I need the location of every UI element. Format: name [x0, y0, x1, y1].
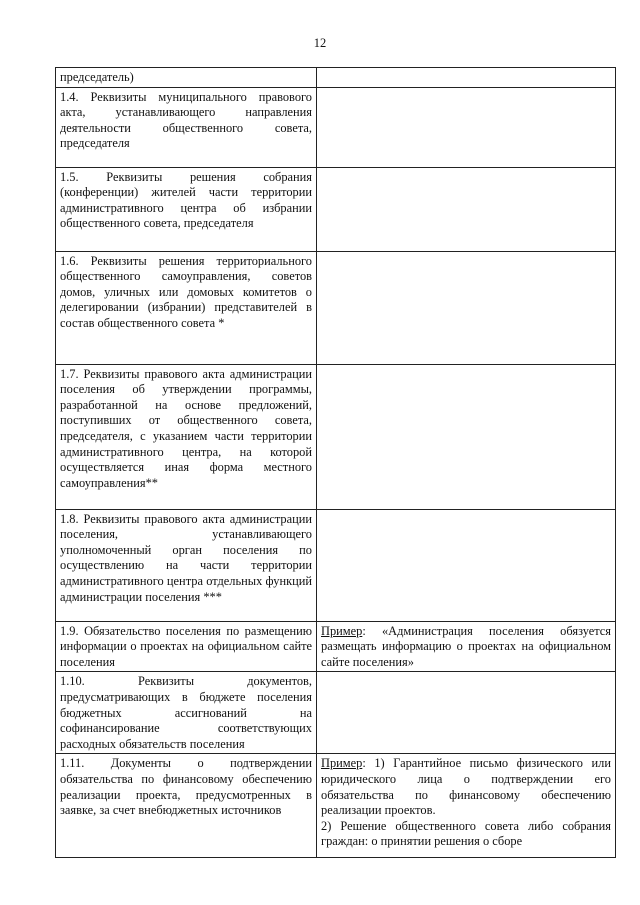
table-row	[56, 621, 616, 672]
table-row	[56, 672, 616, 754]
example-label: Пример	[321, 623, 363, 638]
row-caption: 1.7. Реквизиты правового акта администрации поселения об утверждении программы, разработанной на основе предложений, поступивших от общественного совета, председателя, с указанием части территории административного центра, на которой осуществляется иная форма местного самоуправления**	[56, 364, 317, 509]
row-value	[317, 68, 616, 88]
example-label: Пример	[321, 756, 363, 771]
row-caption: 1.6. Реквизиты решения территориального общественного самоуправления, советов домов, уличных или домовых комитетов о делегировании (избрании) представителей в состав общественного совета *	[56, 251, 317, 364]
page-number: 12	[313, 36, 327, 50]
row-caption: 1.4. Реквизиты муниципального правового акта, устанавливающего направления деятельности общественного совета, председателя	[56, 87, 317, 167]
row-value	[317, 672, 616, 754]
row-value	[317, 509, 616, 621]
row-value	[317, 251, 616, 364]
row-caption: 1.8. Реквизиты правового акта администрации поселения, устанавливающего уполномоченный орган поселения по осуществлению на части территории административного центра отдельных функций администрации поселения ***	[56, 509, 317, 621]
example-text-continued: 2) Решение общественного совета либо собрания граждан: о принятии решения о сборе	[321, 818, 611, 849]
row-value	[317, 621, 616, 672]
row-caption: 1.10. Реквизиты документов, предусматривающих в бюджете поселения бюджетных ассигнований на софинансирование соответствующих расходных обязательств поселения	[56, 672, 317, 754]
row-value	[317, 167, 616, 251]
table-row	[56, 68, 616, 88]
table-row	[56, 364, 616, 509]
row-caption: 1.11. Документы о подтверждении обязательства по финансовому обеспечению реализации проекта, предусмотренных в заявке, за счет внебюджетных источников	[56, 754, 317, 858]
table-row	[56, 167, 616, 251]
table-row	[56, 509, 616, 621]
row-caption: 1.5. Реквизиты решения собрания (конференции) жителей части территории административного центра об избрании общественного совета, председателя	[56, 167, 317, 251]
row-caption: 1.9. Обязательство поселения по размещению информации о проектах на официальном сайте поселения	[56, 621, 317, 672]
requisites-table	[55, 67, 616, 858]
example-text: : 1) Гарантийное письмо физического или юридического лица о подтверждении его обязательства по финансовому обеспечению реализации проектов.	[321, 756, 611, 818]
row-value	[317, 87, 616, 167]
row-value	[317, 754, 616, 858]
row-caption: председатель)	[56, 68, 317, 88]
table-row	[56, 754, 616, 858]
table-row	[56, 87, 616, 167]
table-row	[56, 251, 616, 364]
example-text: : «Администрация поселения обязуется размещать информацию о проектах на официальном сайте поселения»	[321, 623, 611, 669]
row-value	[317, 364, 616, 509]
